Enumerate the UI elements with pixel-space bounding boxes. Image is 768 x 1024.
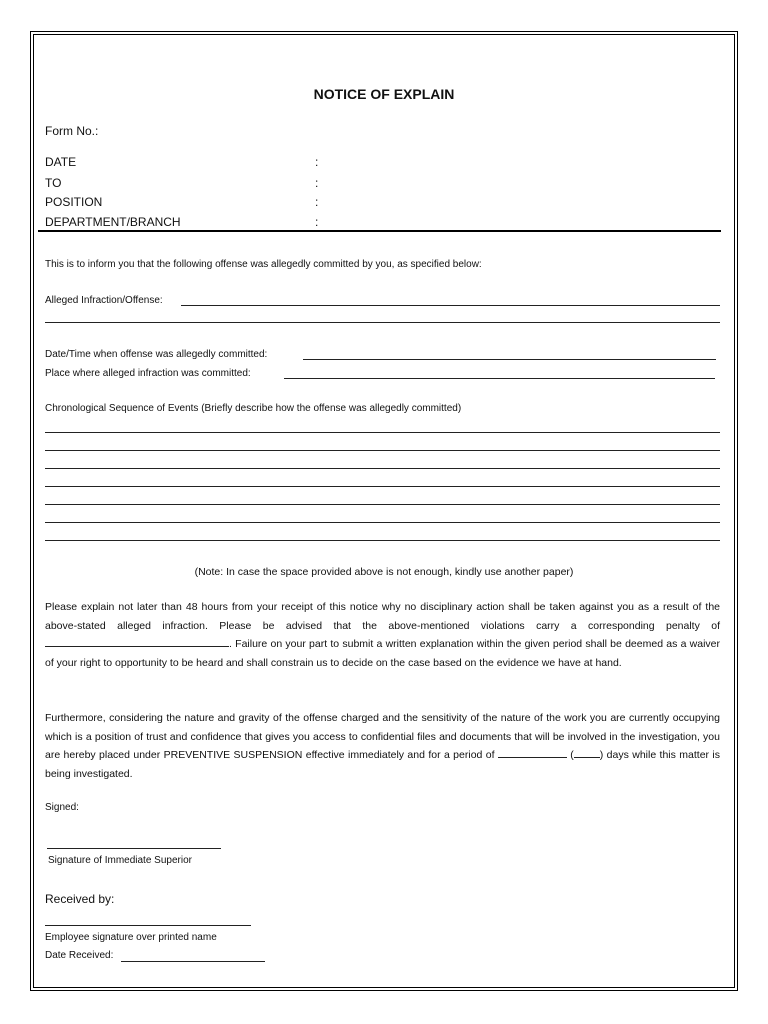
position-label: POSITION	[45, 195, 103, 209]
chronology-line[interactable]	[45, 450, 720, 451]
alleged-infraction-field[interactable]	[181, 305, 720, 306]
intro-text: This is to inform you that the following offense was allegedly committed by you, as specified below:	[45, 259, 482, 270]
document-title: NOTICE OF EXPLAIN	[313, 86, 455, 102]
superior-signature-label: Signature of Immediate Superior	[48, 855, 192, 866]
position-colon: :	[315, 195, 319, 209]
explanation-text-2: . Failure on your part to submit a written explanation within the given period shall be deemed as a waiver of your right to opportunity to be heard and shall constrain us to decide on the case based on the evidence we have at hand.	[45, 638, 720, 669]
department-label: DEPARTMENT/BRANCH	[45, 215, 181, 229]
form-no-label: Form No.:	[45, 124, 99, 138]
place-field[interactable]	[284, 378, 715, 379]
explanation-text-1: Please explain not later than 48 hours from your receipt of this notice why no disciplinary action shall be taken against you as a result of the above-stated alleged infraction. Please be advised that the above-mentioned violations carry a corresponding penalty of	[45, 601, 720, 632]
suspension-paragraph	[45, 709, 720, 783]
alleged-infraction-field-2[interactable]	[45, 322, 720, 323]
employee-signature-line[interactable]	[45, 925, 251, 926]
note-text: (Note: In case the space provided above is not enough, kindly use another paper)	[194, 566, 574, 578]
chronology-line[interactable]	[45, 432, 720, 433]
date-label: DATE	[45, 155, 77, 169]
chronology-line[interactable]	[45, 468, 720, 469]
to-label: TO	[45, 176, 62, 190]
signed-label: Signed:	[45, 802, 79, 813]
suspension-period-number-field[interactable]	[574, 746, 600, 758]
received-by-label: Received by:	[45, 892, 115, 906]
chronology-line[interactable]	[45, 540, 720, 541]
department-colon: :	[315, 215, 319, 229]
chronology-line[interactable]	[45, 504, 720, 505]
chronology-label: Chronological Sequence of Events (Briefly describe how the offense was allegedly committed)	[45, 403, 462, 414]
datetime-label: Date/Time when offense was allegedly committed:	[45, 349, 268, 360]
date-received-field[interactable]	[121, 961, 265, 962]
header-divider	[38, 230, 721, 232]
explanation-paragraph	[45, 598, 720, 672]
place-label: Place where alleged infraction was committed:	[45, 368, 251, 379]
suspension-text-1: Furthermore, considering the nature and gravity of the offense charged and the sensitivity of the nature of the work you are currently occupying which is a position of trust and confidence that gives you access to confidential files and documents that will be involved in the investigation, you are hereby placed under PREVENTIVE SUSPENSION effective immediately and for a period of	[45, 712, 720, 761]
datetime-field[interactable]	[303, 359, 716, 360]
alleged-infraction-label: Alleged Infraction/Offense:	[45, 295, 163, 306]
penalty-field[interactable]	[45, 635, 229, 647]
date-colon: :	[315, 155, 319, 169]
chronology-line[interactable]	[45, 486, 720, 487]
suspension-period-words-field[interactable]	[498, 746, 567, 758]
inner-border	[33, 34, 735, 988]
superior-signature-line[interactable]	[47, 848, 221, 849]
employee-signature-label: Employee signature over printed name	[45, 932, 217, 943]
date-received-label: Date Received:	[45, 950, 114, 961]
open-paren: (	[570, 749, 574, 761]
chronology-line[interactable]	[45, 522, 720, 523]
suspension-text-3: ) days while this matter is being investigated.	[45, 749, 720, 780]
to-colon: :	[315, 176, 319, 190]
